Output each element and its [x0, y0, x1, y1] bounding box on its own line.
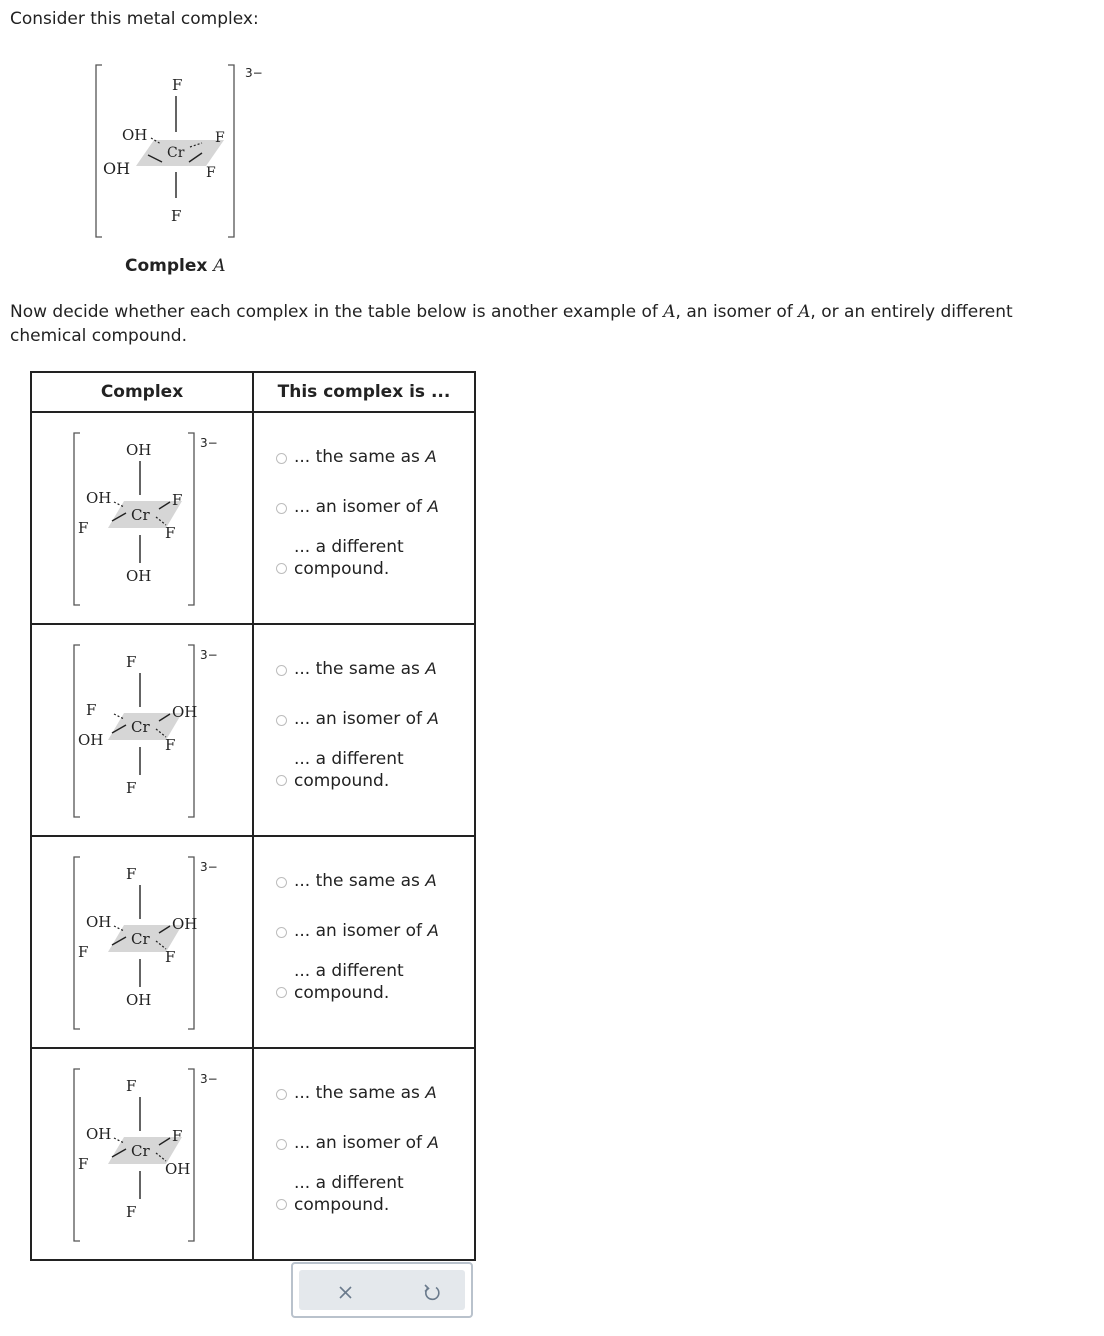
radio-button[interactable]: [276, 775, 287, 786]
charge-label: 3−: [200, 1072, 218, 1086]
intro-text: Consider this metal complex:: [10, 9, 259, 29]
x-icon: [331, 1280, 361, 1306]
option-different[interactable]: [254, 749, 474, 808]
ligand-back-left: F: [86, 701, 97, 719]
option-same[interactable]: [254, 446, 474, 496]
table-row: [31, 1048, 475, 1260]
radio-button[interactable]: [276, 503, 287, 514]
header-answer: This complex is ...: [253, 372, 475, 412]
metal-label: Cr: [131, 718, 150, 736]
option-label: ... an isomer of A: [294, 709, 439, 729]
option-different[interactable]: [254, 961, 474, 1020]
radio-button[interactable]: [276, 877, 287, 888]
ligand-front-right: F: [206, 165, 216, 181]
option-label: ... the same as A: [294, 659, 437, 679]
ligand-back-right: OH: [172, 703, 198, 721]
option-label: ... the same as A: [294, 447, 437, 467]
instruction-text: Now decide whether each complex in the table below is another example of A, an isomer of A, or an entirely different chemical compound.: [10, 302, 1013, 346]
charge-label: 3−: [200, 436, 218, 450]
radio-button[interactable]: [276, 1199, 287, 1210]
option-different[interactable]: [254, 1173, 474, 1232]
radio-button[interactable]: [276, 927, 287, 938]
radio-button[interactable]: [276, 987, 287, 998]
complex-diagram: [32, 413, 252, 623]
ligand-top: F: [126, 865, 137, 883]
option-label: ... a different compound.: [294, 1173, 404, 1215]
answer-cell: [253, 624, 475, 836]
option-label: ... the same as A: [294, 1083, 437, 1103]
ligand-front-left: F: [78, 1155, 89, 1173]
complex-diagram: [32, 837, 252, 1047]
ligand-front-right: OH: [165, 1160, 191, 1178]
bracket-right: [188, 857, 194, 1029]
undo-button[interactable]: [417, 1280, 447, 1306]
header-complex: Complex: [31, 372, 253, 412]
ligand-front-left: F: [78, 943, 89, 961]
table-row: [31, 412, 475, 624]
table-row: [31, 836, 475, 1048]
complex-diagram: [32, 625, 252, 835]
ligand-front-left: OH: [78, 731, 104, 749]
ligand-back-right: OH: [172, 915, 198, 933]
charge-label: 3−: [245, 66, 263, 80]
charge-label: 3−: [200, 860, 218, 874]
ligand-front-right: F: [165, 524, 176, 542]
ligand-front-right: F: [165, 948, 176, 966]
ligand-back-left: OH: [122, 126, 148, 144]
ligand-bottom: F: [126, 779, 137, 797]
ligand-bottom: OH: [126, 567, 152, 585]
ligand-front-left: F: [78, 519, 89, 537]
ligand-back-left: OH: [86, 1125, 112, 1143]
ligand-back-right: F: [172, 491, 183, 509]
complex-cell: [31, 624, 253, 836]
option-label: ... a different compound.: [294, 961, 404, 1003]
radio-button[interactable]: [276, 453, 287, 464]
metal-label: Cr: [131, 1142, 150, 1160]
charge-label: 3−: [200, 648, 218, 662]
answer-actions-bar: [299, 1270, 465, 1310]
complex-cell: [31, 412, 253, 624]
option-label: ... an isomer of A: [294, 921, 439, 941]
ligand-top: F: [172, 76, 183, 94]
radio-button[interactable]: [276, 1089, 287, 1100]
answer-cell: [253, 836, 475, 1048]
complex-diagram: [32, 1049, 252, 1259]
ligand-back-right: F: [215, 130, 225, 146]
option-same[interactable]: [254, 658, 474, 708]
radio-button[interactable]: [276, 665, 287, 676]
answer-cell: [253, 412, 475, 624]
reference-caption: Complex A: [125, 256, 226, 276]
ligand-front-left: OH: [103, 159, 131, 178]
ligand-top: OH: [126, 441, 152, 459]
ligand-back-left: OH: [86, 913, 112, 931]
option-same[interactable]: [254, 1082, 474, 1132]
bracket-right: [188, 645, 194, 817]
metal-label: Cr: [167, 145, 185, 161]
radio-button[interactable]: [276, 715, 287, 726]
option-label: ... the same as A: [294, 871, 437, 891]
option-label: ... an isomer of A: [294, 497, 439, 517]
reference-complex-diagram: [88, 60, 268, 245]
bracket-right: [188, 433, 194, 605]
option-label: ... a different compound.: [294, 537, 404, 579]
clear-button[interactable]: [331, 1280, 361, 1306]
undo-icon: [417, 1280, 447, 1306]
ligand-front-right: F: [165, 736, 176, 754]
ligand-bottom: F: [171, 207, 182, 225]
complex-table: [30, 371, 476, 1261]
option-label: ... an isomer of A: [294, 1133, 439, 1153]
answer-cell: [253, 1048, 475, 1260]
option-same[interactable]: [254, 870, 474, 920]
ligand-back-right: F: [172, 1127, 183, 1145]
option-different[interactable]: [254, 537, 474, 596]
table-row: [31, 624, 475, 836]
ligand-back-left: OH: [86, 489, 112, 507]
answer-actions: [291, 1262, 473, 1318]
radio-button[interactable]: [276, 563, 287, 574]
bracket-right: [188, 1069, 194, 1241]
radio-button[interactable]: [276, 1139, 287, 1150]
complex-cell: [31, 1048, 253, 1260]
complex-cell: [31, 836, 253, 1048]
ligand-top: F: [126, 1077, 137, 1095]
ligand-bottom: F: [126, 1203, 137, 1221]
metal-label: Cr: [131, 930, 150, 948]
ligand-top: F: [126, 653, 137, 671]
ligand-bottom: OH: [126, 991, 152, 1009]
metal-label: Cr: [131, 506, 150, 524]
option-label: ... a different compound.: [294, 749, 404, 791]
